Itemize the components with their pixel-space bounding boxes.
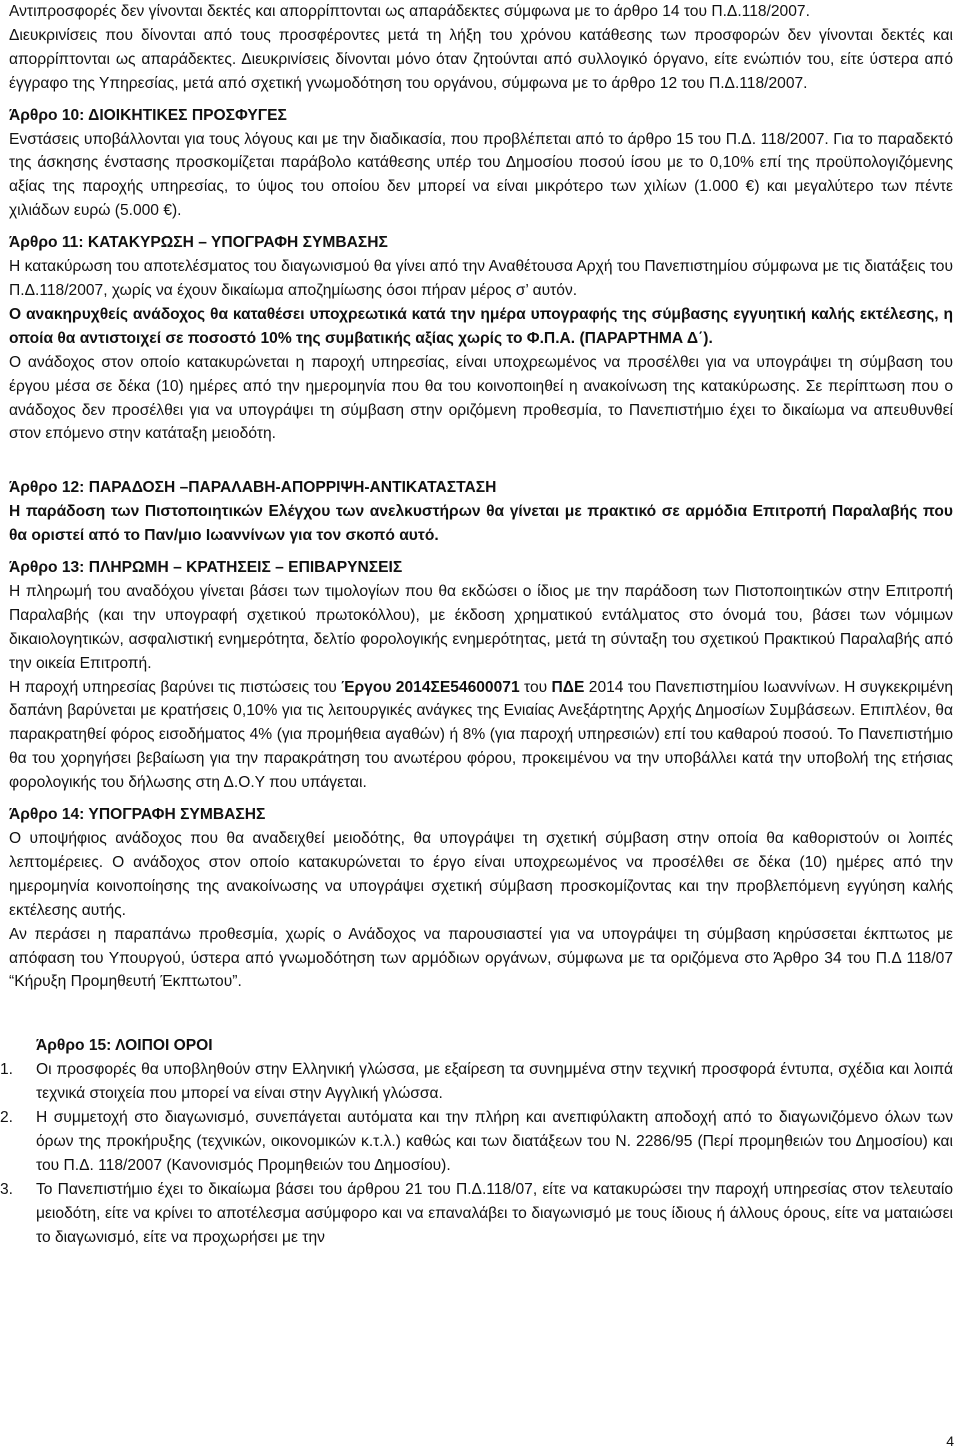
article-13-title: Άρθρο 13: ΠΛΗΡΩΜΗ – ΚΡΑΤΗΣΕΙΣ – ΕΠΙΒΑΡΥΝΣΕΙΣ [9, 559, 403, 577]
list-item-text: Η συμμετοχή στο διαγωνισμό, συνεπάγεται αυτόματα και την πλήρη και ανεπιφύλακτη αποδοχή από το διαγωνιζόμενο όλων των όρων της προκήρυξης (τεχνικών, οικονομικών κ.τ.λ.) καθώς και των διατάξεων του Ν. 2286/95 (Περί προμηθειών του Δημοσίου) και του Π.Δ. 118/2007 (Κανονισμός Προμηθειών του Δημοσίου). [36, 1109, 953, 1174]
page-number: 4 [946, 1433, 954, 1449]
project-code: Έργου 2014ΣΕ54600071 [341, 678, 520, 696]
list-item-text: Το Πανεπιστήμιο έχει το δικαίωμα βάσει του άρθρου 21 του Π.Δ.118/07, είτε να κατακυρώσει την παροχή υπηρεσίας στον τελευταίο μειοδότη, είτε να κρίνει το αποτέλεσμα ασύμφορο και να επαναλάβει το διαγωνισμό με τους ίδιους ή άλλους όρους, είτε να ματαιώσει το διαγωνισμό, είτε να προχωρήσει με την [36, 1180, 953, 1246]
list-item [0, 1106, 953, 1178]
article-15-title: Άρθρο 15: ΛΟΙΠΟΙ ΟΡΟΙ [36, 1037, 213, 1055]
article-13-paragraph-2 [9, 676, 953, 796]
article-11-paragraph-3: Ο ανάδοχος στον οποίο κατακυρώνεται η παροχή υπηρεσίας, είναι υποχρεωμένος να προσέλθει για να υπογράψει τη σύμβαση του έργου μέσα σε δέκα (10) ημέρες από την ημερομηνία που θα του κοινοποιηθεί η ανακοίνωση της κατακύρωσης. Σε περίπτωση που ο ανάδοχος δεν προσέλθει για να υπογράψει τη σύμβαση στην οριζόμενη προθεσμία, το Πανεπιστήμιο έχει το δικαίωμα να απευθυνθεί στον επόμενο στην κατάταξη μειοδότη. [9, 353, 953, 443]
list-item [0, 1178, 953, 1250]
funding-text-a: Η παροχή υπηρεσίας βαρύνει τις πιστώσεις του [9, 678, 342, 696]
article-14-paragraph-1: Ο υποψήφιος ανάδοχος που θα αναδειχθεί μειοδότης, θα υπογράψει τη σχετική σύμβαση στην οποία θα καθοριστούν οι λοιπές λεπτομέρειες. Ο ανάδοχος στον οποίο κατακυρώνεται το έργο είναι υποχρεωμένος να προσέλθει σε δέκα (10) ημέρες από την ημερομηνία κοινοποίησης της ανακοίνωσης να υπογράψει σχετική σύμβαση προσκομίζοντας και την προβλεπόμενη εγγύηση καλής εκτέλεσης αυτής. [9, 830, 953, 919]
funding-text-c: του [519, 678, 552, 696]
article-14-paragraph-2: Αν περάσει η παραπάνω προθεσμία, χωρίς ο Ανάδοχος να παρουσιαστεί για να υπογράψει τη σύμβαση κηρύσσεται έκπτωτος με απόφαση του Υπουργού, ύστερα από γνωμοδότηση των αρμόδιων οργάνων, σύμφωνα με τα οριζόμενα στο Άρθρο 34 του Π.Δ 118/07 “Κήρυξη Προμηθευτή Έκπτωτου”. [9, 925, 953, 991]
list-item-number: 1. [0, 1061, 14, 1079]
list-item [0, 1058, 953, 1106]
article-12-title: Άρθρο 12: ΠΑΡΑΔΟΣΗ –ΠΑΡΑΛΑΒΗ-ΑΠΟΡΡΙΨΗ-ΑΝΤΙΚΑΤΑΣΤΑΣΗ [9, 479, 497, 497]
article-10-paragraph: Ενστάσεις υποβάλλονται για τους λόγους και με την διαδικασία, που προβλέπεται από το άρθρο 15 του Π.Δ. 118/2007. Για το παραδεκτό της άσκησης ένστασης προσκομίζεται παράβολο κατάθεσης υπέρ του Δημοσίου ποσού ίσου με το 0,10% επί της προϋπολογιζόμενης αξίας της παροχής υπηρεσίας, το ύψος του οποίου δεν μπορεί να είναι μικρότερο των χιλίων (1.000 €) και μεγαλύτερο των πέντε χιλιάδων ευρώ (5.000 €). [9, 130, 953, 220]
article-15-list [0, 1058, 953, 1249]
pde-label: ΠΔΕ [551, 678, 585, 696]
intro-paragraph-1: Αντιπροσφορές δεν γίνονται δεκτές και απορρίπτονται ως απαράδεκτες σύμφωνα με το άρθρο 14 του Π.Δ.118/2007. [9, 3, 810, 20]
funding-text-e: 2014 του Πανεπιστημίου Ιωαννίνων. Η συγκεκριμένη δαπάνη βαρύνεται με κρατήσεις 0,10% για τις λειτουργικές ανάγκες της Ενιαίας Ανεξάρτητης Αρχής Δημοσίων Συμβάσεων. Επιπλέον, θα παρακρατηθεί φόρος εισοδήματος 4% (για προμήθεια αγαθών) ή 8% (για παροχή υπηρεσιών) επί του καθαρού ποσού. Το Πανεπιστήμιο θα του χορηγήσει βεβαίωση για την παρακράτηση του ανωτέρου φόρου, προκειμένου να την υποβάλλει κατά την υποβολή της ετήσιας φορολογικής του δήλωσης στη Δ.Ο.Υ που υπάγεται. [9, 678, 954, 792]
list-item-number: 2. [0, 1109, 14, 1127]
list-item-number: 3. [0, 1180, 14, 1198]
article-11-title: Άρθρο 11: ΚΑΤΑΚΥΡΩΣΗ – ΥΠΟΓΡΑΦΗ ΣΥΜΒΑΣΗΣ [9, 234, 388, 252]
article-14-title: Άρθρο 14: ΥΠΟΓΡΑΦΗ ΣΥΜΒΑΣΗΣ [9, 806, 266, 824]
article-12-paragraph: Η παράδοση των Πιστοποιητικών Ελέγχου των ανελκυστήρων θα γίνεται με πρακτικό σε αρμόδια Επιτροπή Παραλαβής που θα οριστεί από το Παν/μιο Ιωαννίνων για τον σκοπό αυτό. [9, 503, 953, 545]
article-10-title: Άρθρο 10: ΔΙΟΙΚΗΤΙΚΕΣ ΠΡΟΣΦΥΓΕΣ [9, 106, 287, 124]
list-item-text: Οι προσφορές θα υποβληθούν στην Ελληνική γλώσσα, με εξαίρεση τα συνημμένα στην τεχνική προσφορά έντυπα, σχέδια και λοιπά τεχνικά στοιχεία που μπορεί να είναι στην Αγγλική γλώσσα. [36, 1061, 953, 1103]
article-11-paragraph-1: Η κατακύρωση του αποτελέσματος του διαγωνισμού θα γίνει από την Αναθέτουσα Αρχή του Πανεπιστημίου σύμφωνα με τις διατάξεις του Π.Δ.118/2007, χωρίς να έχουν δικαίωμα αποζημίωσης όσοι πήραν μέρος σ’ αυτόν. [9, 258, 953, 299]
article-13-paragraph-1: Η πληρωμή του αναδόχου γίνεται βάσει των τιμολογίων που θα εκδώσει ο ίδιος με την παράδοση των Πιστοποιητικών στην Επιτροπή Παραλαβής (και την υπογραφή σχετικού πρωτοκόλλου), με έκδοση χρηματικού εντάλματος στο όνομά του, βάσει των νόμιμων δικαιολογητικών, ασφαλιστική ενημερότητα, δελτίο φορολογικής ενημερότητας, μετά τη σύνταξη του σχετικού Πρακτικού Παραλαβής από την οικεία Επιτροπή. [9, 582, 953, 672]
intro-paragraph-2: Διευκρινίσεις που δίνονται από τους προσφέροντες μετά τη λήξη του χρόνου κατάθεσης των προσφορών δεν γίνονται δεκτές και απορρίπτονται ως απαράδεκτες. Διευκρινίσεις δίνονται μόνο όταν ζητούνται από συλλογικό όργανο, είτε ενώπιόν του, είτε ύστερα από έγγραφο της Υπηρεσίας, μετά από σχετική γνωμοδότηση του οργάνου, σύμφωνα με το άρθρο 12 του Π.Δ.118/2007. [9, 26, 953, 92]
article-11-guarantee-paragraph: Ο ανακηρυχθείς ανάδοχος θα καταθέσει υποχρεωτικά κατά την ημέρα υπογραφής της σύμβασης εγγυητική καλής εκτέλεσης, η οποία θα αντιστοιχεί σε ποσοστό 10% της συμβατικής αξίας χωρίς το Φ.Π.Α. (ΠΑΡΑΡΤΗΜΑ Δ΄). [9, 305, 953, 347]
